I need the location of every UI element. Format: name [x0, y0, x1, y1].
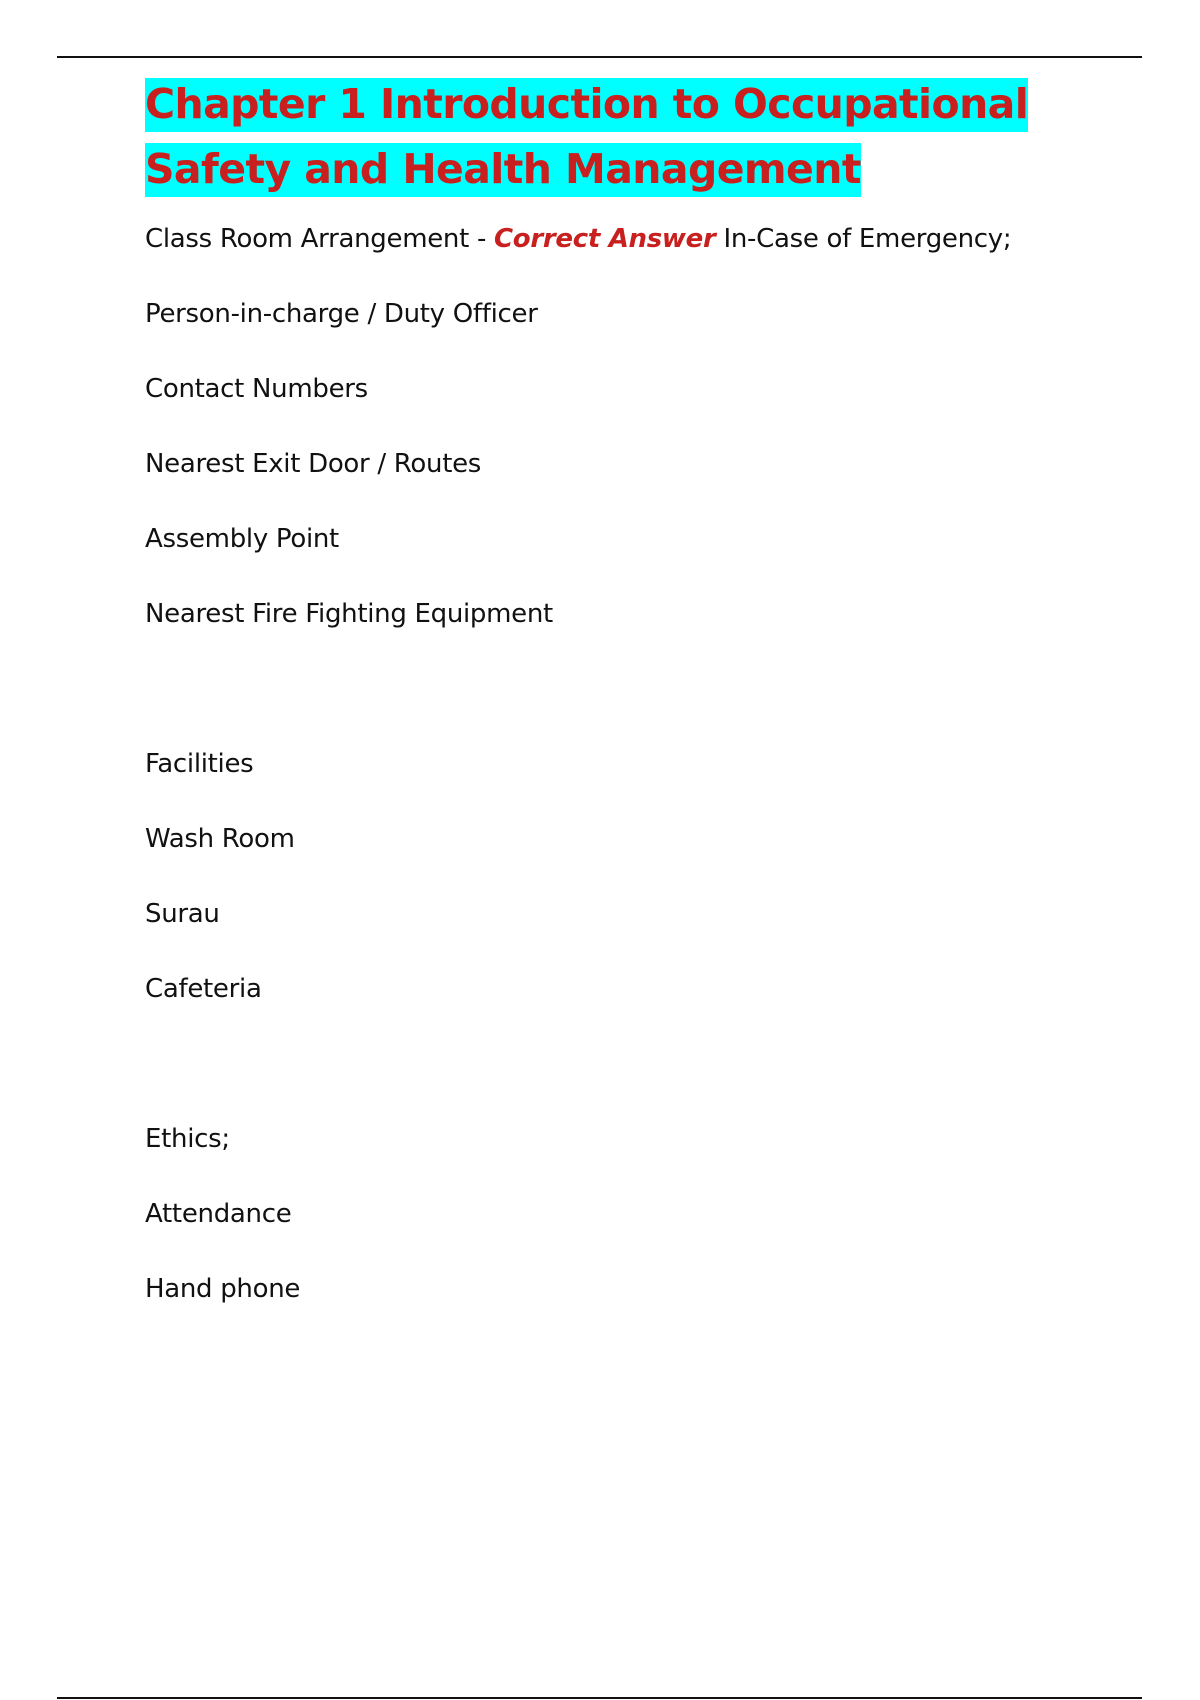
answer-lines — [145, 224, 1105, 1304]
question-prefix: Class Room Arrangement - — [145, 224, 494, 254]
list-item: Contact Numbers — [145, 374, 368, 404]
list-item: Cafeteria — [145, 974, 262, 1004]
document-body — [145, 72, 1105, 1349]
list-item: Surau — [145, 899, 220, 929]
top-rule — [57, 56, 1142, 58]
list-item: Nearest Exit Door / Routes — [145, 449, 482, 479]
title-line-2: Safety and Health Management — [145, 143, 861, 197]
list-item: Nearest Fire Fighting Equipment — [145, 599, 553, 629]
answer-start: In-Case of Emergency; — [715, 224, 1012, 254]
list-item: Wash Room — [145, 824, 295, 854]
list-item: Ethics; — [145, 1124, 230, 1154]
question-line — [145, 224, 1105, 254]
list-item: Hand phone — [145, 1274, 301, 1304]
bottom-rule — [57, 1697, 1142, 1699]
list-item: Person-in-charge / Duty Officer — [145, 299, 538, 329]
document-title — [145, 72, 1105, 202]
list-item: Facilities — [145, 749, 254, 779]
correct-answer-label: Correct Answer — [494, 224, 716, 254]
title-line-1: Chapter 1 Introduction to Occupational — [145, 78, 1028, 132]
list-item: Attendance — [145, 1199, 292, 1229]
list-item: Assembly Point — [145, 524, 339, 554]
